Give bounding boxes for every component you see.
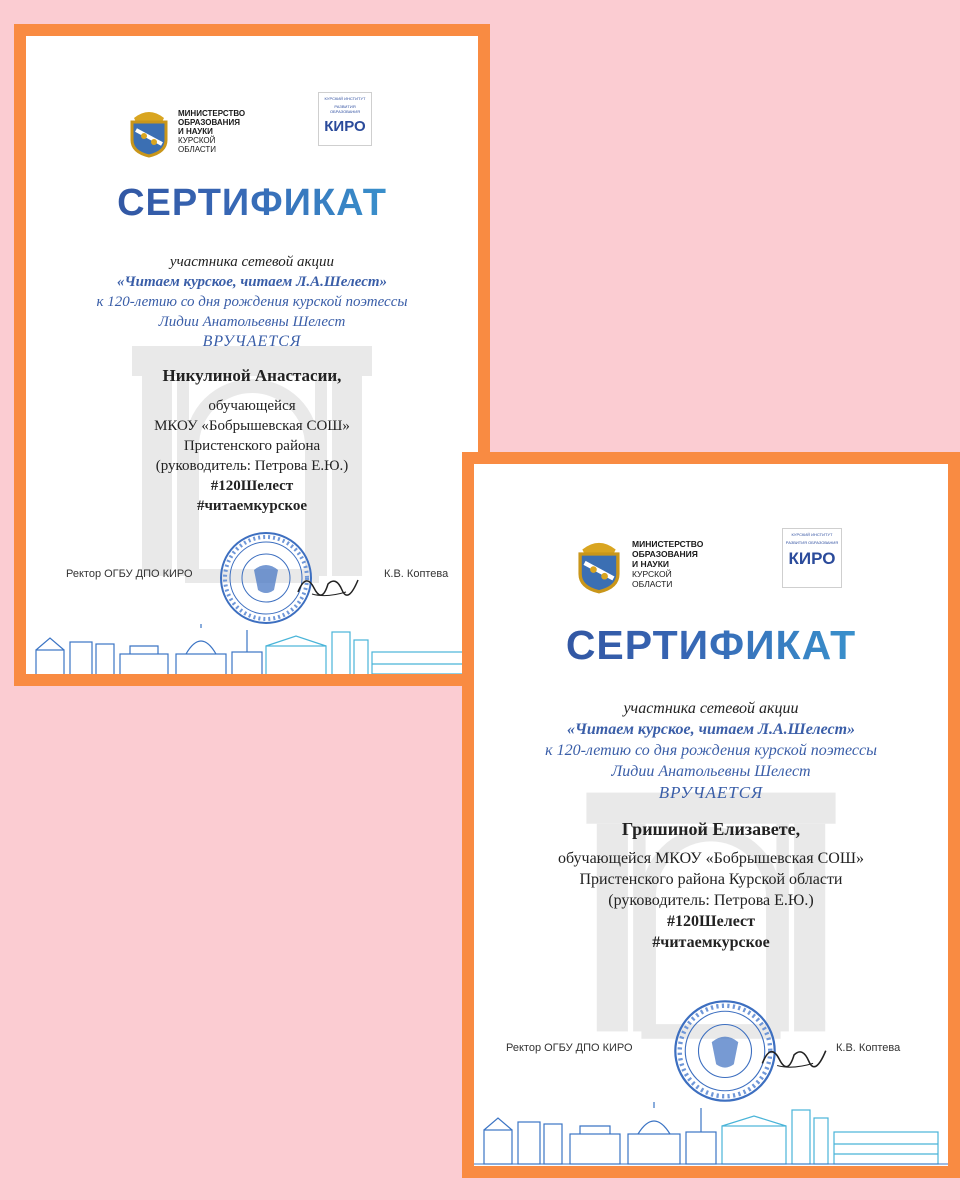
awarded-text: ВРУЧАЕТСЯ xyxy=(658,783,764,802)
ministry-line-1: МИНИСТЕРСТВО xyxy=(632,539,704,549)
certificate-body-1 xyxy=(26,252,478,516)
recipient-line-2: МКОУ «Бобрышевская СОШ» xyxy=(154,418,350,434)
action-name: «Читаем курское, читаем Л.А.Шелест» xyxy=(566,721,856,738)
ministry-logo xyxy=(572,534,703,594)
signature-icon xyxy=(292,568,362,602)
kiro-big: КИРО xyxy=(324,118,366,135)
recipient-line-1: обучающейся МКОУ «Бобрышевская СОШ» xyxy=(558,850,864,867)
kiro-small-2: РАЗВИТИЯ ОБРАЗОВАНИЯ xyxy=(329,104,361,114)
ministry-line-4: КУРСКОЙ xyxy=(632,569,672,579)
ministry-line-5: ОБЛАСТИ xyxy=(632,579,673,589)
ministry-line-2: ОБРАЗОВАНИЯ xyxy=(632,549,698,559)
kiro-logo xyxy=(782,528,842,588)
kiro-small-1: КУРСКИЙ ИНСТИТУТ xyxy=(324,96,366,101)
participant-text: участника сетевой акции xyxy=(169,254,335,270)
signer-name-1: К.В. Коптева xyxy=(384,568,449,580)
ministry-logo xyxy=(126,104,245,158)
signer-name-2: К.В. Коптева xyxy=(836,1042,901,1054)
anniversary-text: к 120-летию со дня рождения курской поэтессы xyxy=(96,294,408,310)
recipient-name-2: Гришиной Елизавете, xyxy=(621,819,801,839)
poet-name: Лидии Анатольевны Шелест xyxy=(611,763,811,780)
recipient-line-3: (руководитель: Петрова Е.Ю.) xyxy=(608,892,814,909)
recipient-line-1: обучающейся xyxy=(208,398,296,414)
kiro-small-1: КУРСКИЙ ИНСТИТУТ xyxy=(791,532,833,537)
certificate-title-1: СЕРТИФИКАТ xyxy=(26,182,478,225)
kursk-coat-of-arms-icon xyxy=(572,534,626,594)
signer-title-1: Ректор ОГБУ ДПО КИРО xyxy=(66,568,193,580)
kiro-big: КИРО xyxy=(788,549,836,568)
recipient-line-3: Пристенского района xyxy=(183,438,321,454)
certificate-title-2: СЕРТИФИКАТ xyxy=(474,622,948,669)
city-skyline-illustration xyxy=(26,624,478,686)
ministry-line-5: ОБЛАСТИ xyxy=(178,144,217,154)
anniversary-text: к 120-летию со дня рождения курской поэтессы xyxy=(545,742,877,759)
ministry-line-3: И НАУКИ xyxy=(178,126,213,136)
participant-text: участника сетевой акции xyxy=(623,700,799,717)
hashtag-2: #читаемкурское xyxy=(196,498,308,514)
signer-title-2: Ректор ОГБУ ДПО КИРО xyxy=(506,1042,633,1054)
certificate-card-1 xyxy=(14,24,490,686)
signature-icon xyxy=(756,1038,830,1074)
certificate-card-2 xyxy=(462,452,960,1178)
kiro-small-2: РАЗВИТИЯ ОБРАЗОВАНИЯ xyxy=(785,540,839,545)
hashtag-2: #читаемкурское xyxy=(652,934,770,951)
recipient-line-2: Пристенского района Курской области xyxy=(579,871,843,888)
kiro-logo xyxy=(318,92,372,146)
ministry-line-3: И НАУКИ xyxy=(632,559,670,569)
recipient-line-4: (руководитель: Петрова Е.Ю.) xyxy=(155,458,349,474)
city-skyline-illustration xyxy=(474,1102,948,1166)
hashtag-1: #120Шелест xyxy=(667,913,755,930)
ministry-line-1: МИНИСТЕРСТВО xyxy=(178,108,246,118)
recipient-name-1: Никулиной Анастасии, xyxy=(162,366,342,385)
hashtag-1: #120Шелест xyxy=(210,478,294,494)
certificate-body-2 xyxy=(474,698,948,953)
awarded-text: ВРУЧАЕТСЯ xyxy=(202,333,302,350)
ministry-line-2: ОБРАЗОВАНИЯ xyxy=(178,117,240,127)
poet-name: Лидии Анатольевны Шелест xyxy=(158,314,346,330)
kursk-coat-of-arms-icon xyxy=(126,104,172,158)
ministry-line-4: КУРСКОЙ xyxy=(178,135,216,145)
action-name: «Читаем курское, читаем Л.А.Шелест» xyxy=(116,274,388,290)
